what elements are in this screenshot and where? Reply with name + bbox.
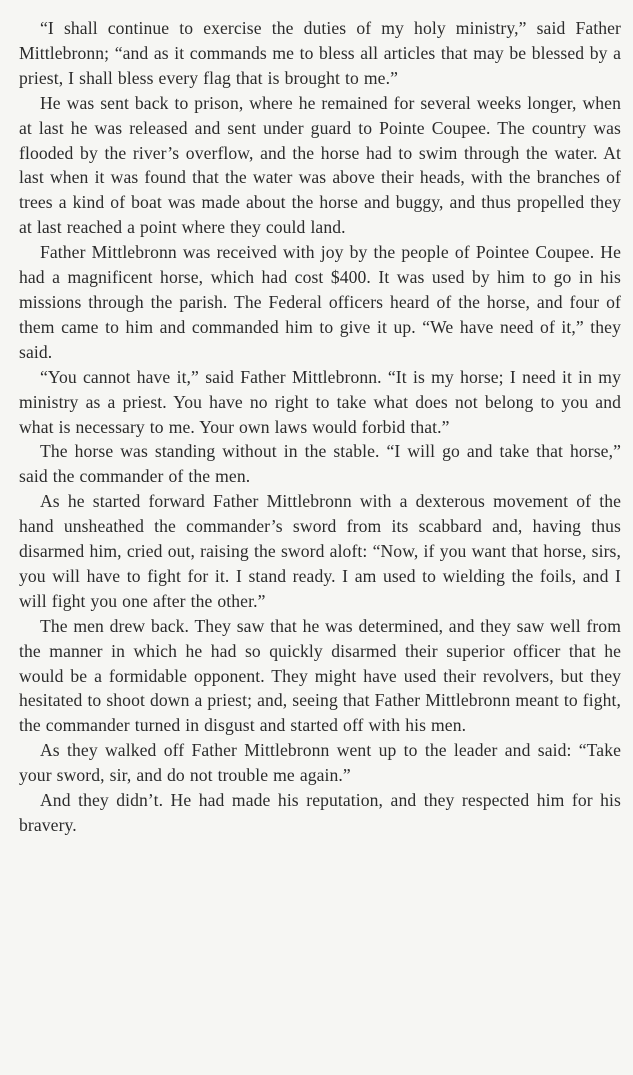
- paragraph-6: As he started forward Father Mittlebronn with a dexterous movement of the hand unsheathed the commander’s sword from its scabbard and, having thus disarmed him, cried out, raising the sword aloft: “Now, if you want that horse, sirs, you will have to fight for it. I stand ready. I am used to wielding the foils, and I will fight you one after the other.”: [19, 491, 621, 611]
- paragraph-2: He was sent back to prison, where he remained for several weeks longer, when at last he was released and sent under guard to Pointe Coupee. The country was flooded by the river’s overflow, and the horse had to swim through the water. At last when it was found that the water was above their heads, with the branches of trees a kind of boat was made about the horse and buggy, and thus propelled they at last reached a point where they could land.: [19, 92, 621, 238]
- paragraph-8: As they walked off Father Mittlebronn went up to the leader and said: “Take your sword, sir, and do not trouble me again.”: [19, 740, 621, 786]
- paragraph-4: “You cannot have it,” said Father Mittlebronn. “It is my horse; I need it in my ministry as a priest. You have no right to take what does not belong to you and what is necessary to me. Your own laws would forbid that.”: [19, 366, 621, 437]
- paragraph-7: The men drew back. They saw that he was determined, and they saw well from the manner in which he had so quickly disarmed their superior officer that he would be a formidable opponent. They might have used their revolvers, but they hesitated to shoot down a priest; and, seeing that Father Mittlebronn meant to fight, the commander turned in disgust and started off with his men.: [19, 615, 621, 736]
- paragraph-9: And they didn’t. He had made his reputation, and they respected him for his bravery.: [19, 790, 621, 835]
- paragraph-3: Father Mittlebronn was received with joy by the people of Pointee Coupee. He had a magnificent horse, which had cost $400. It was used by him to go in his missions through the parish. The Federal officers heard of the horse, and four of them came to him and commanded him to give it up. “We have need of it,” they said.: [19, 242, 621, 362]
- paragraph-1: “I shall continue to exercise the duties of my holy ministry,” said Father Mittlebronn; “and as it commands me to bless all articles that may be blessed by a priest, I shall bless every flag that is brought to me.”: [19, 18, 621, 88]
- paragraph-5: The horse was standing without in the stable. “I will go and take that horse,” said the commander of the men.: [19, 441, 621, 487]
